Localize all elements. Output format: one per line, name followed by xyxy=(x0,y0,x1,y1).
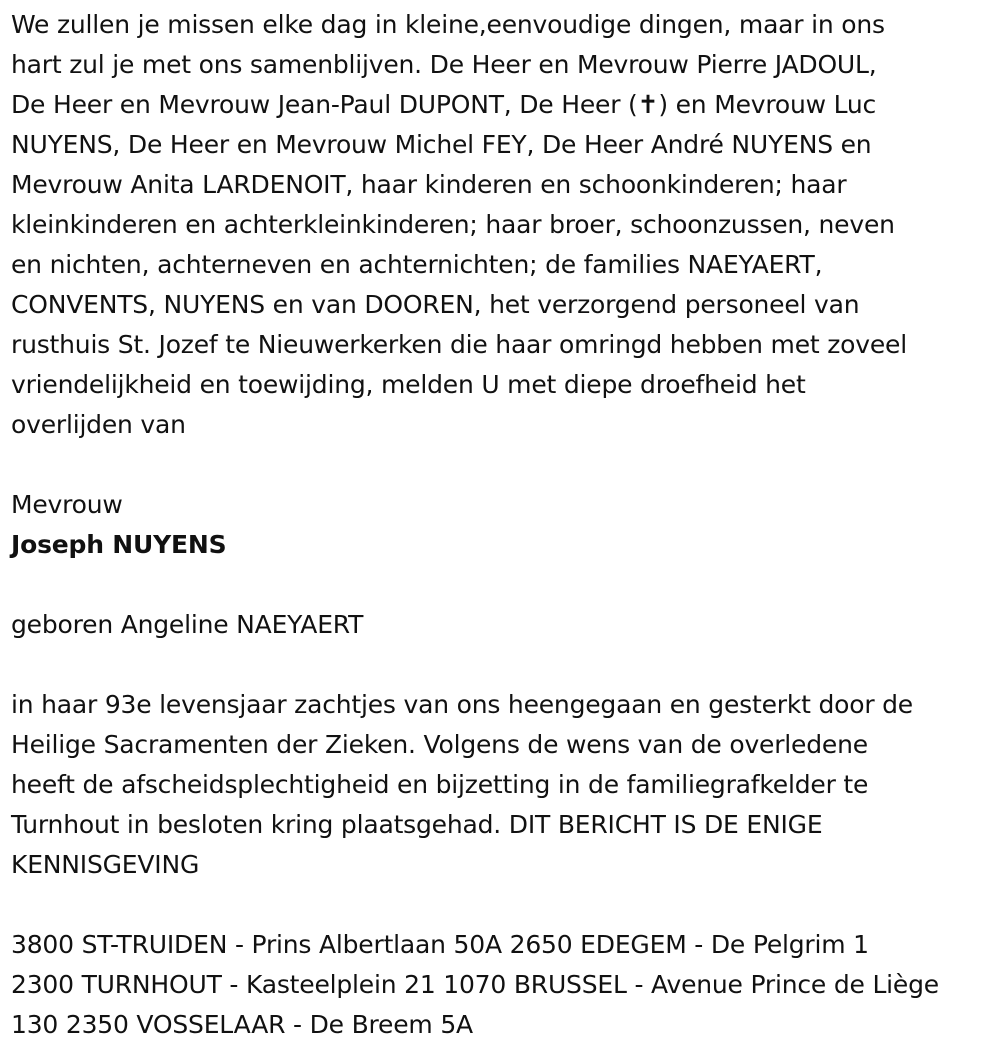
spacer xyxy=(11,565,993,605)
intro-paragraph: We zullen je missen elke dag in kleine,eenvoudige dingen, maar in ons hart zul je met ons samenblijven. De Heer en Mevrouw Pierre JADOUL, De Heer en Mevrouw Jean-Paul DUPONT, De Heer (✝) en Mevrouw Luc NUYENS, De Heer en Mevrouw Michel FEY, De Heer André NUYENS en Mevrouw Anita LARDENOIT, haar kinderen en schoonkinderen; haar kleinkinderen en achterkleinkinderen; haar broer, schoonzussen, neven en nichten, achterneven en achternichten; de families NAEYAERT, CONVENTS, NUYENS en van DOOREN, het verzorgend personeel van rusthuis St. Jozef te Nieuwerkerken die haar omringd hebben met zoveel vriendelijkheid en toewijding, melden U met diepe droefheid het overlijden van xyxy=(11,10,907,439)
body-paragraph: in haar 93e levensjaar zachtjes van ons heengegaan en gesterkt door de Heilige Sacramenten der Zieken. Volgens de wens van de overledene heeft de afscheidsplechtigheid en bijzetting in de familiegrafkelder te Turnhout in besloten kring plaatsgehad. DIT BERICHT IS DE ENIGE KENNISGEVING xyxy=(11,690,913,879)
spacer xyxy=(11,645,993,685)
deceased-title: Mevrouw xyxy=(11,490,123,519)
addresses-paragraph: 3800 ST-TRUIDEN - Prins Albertlaan 50A 2650 EDEGEM - De Pelgrim 1 2300 TURNHOUT - Kasteelplein 21 1070 BRUSSEL - Avenue Prince de Liège 130 2350 VOSSELAAR - De Breem 5A xyxy=(11,930,939,1039)
deceased-name: Joseph NUYENS xyxy=(11,530,227,559)
spacer xyxy=(11,885,993,925)
spacer xyxy=(11,445,993,485)
birth-name: geboren Angeline NAEYAERT xyxy=(11,610,364,639)
death-notice xyxy=(11,5,993,1045)
